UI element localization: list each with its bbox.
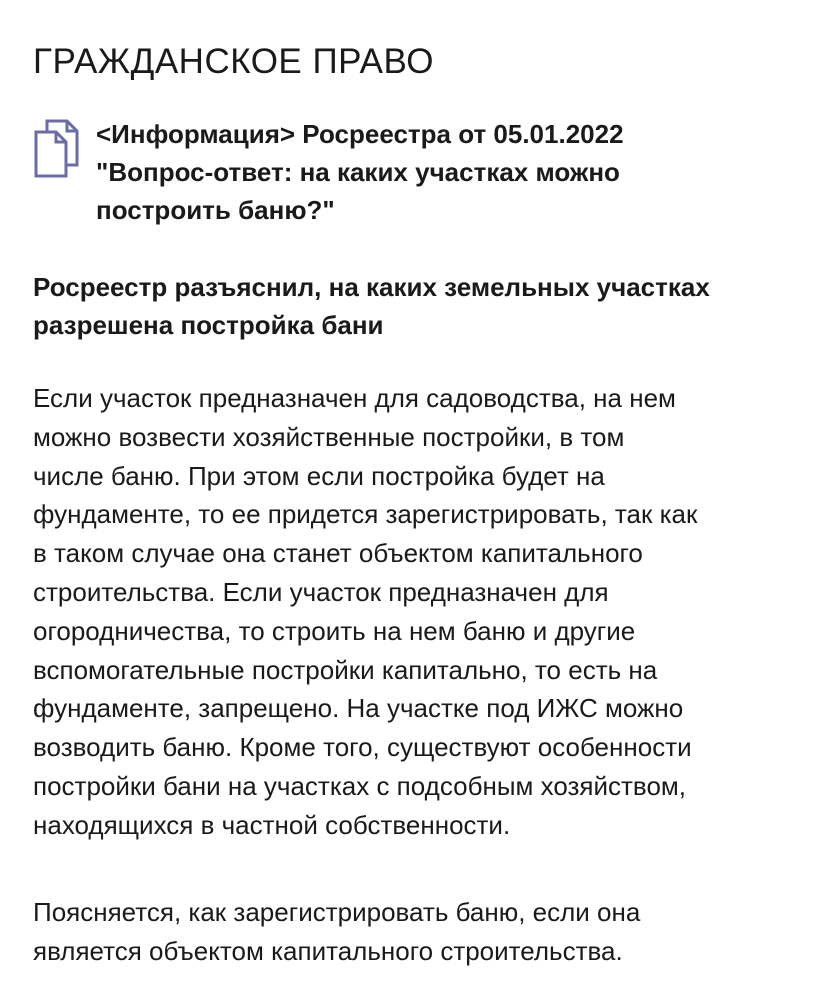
body-paragraph-2 [33, 893, 803, 971]
section-title: ГРАЖДАНСКОЕ ПРАВО [33, 42, 434, 81]
paragraph-1-line: можно возвести хозяйственные постройки, в том [33, 421, 625, 452]
body-paragraph-1 [33, 379, 803, 845]
headline-line-2: разрешена постройка бани [33, 310, 384, 340]
paragraph-1-line: огородничества, то строить на нем баню и другие [33, 615, 636, 646]
document-link-line-3[interactable]: построить баню?" [96, 195, 335, 225]
paragraph-1-line: строительства. Если участок предназначен для [33, 576, 609, 607]
paragraph-2-line: является объектом капитального строительства. [33, 935, 623, 966]
paragraph-1-line: в таком случае она станет объектом капитального [33, 538, 643, 569]
paragraph-1-line: Если участок предназначен для садоводства, на нем [33, 383, 676, 413]
paragraph-1-line: находящихся в частной собственности. [33, 809, 511, 840]
paragraph-1-line: фундаменте, то ее придется зарегистрировать, так как [33, 499, 698, 530]
paragraph-1-line: числе баню. При этом если постройка будет на [33, 460, 605, 491]
paragraph-2-line: Поясняется, как зарегистрировать баню, если она [33, 897, 641, 927]
paragraph-1-line: вспомогательные постройки капитально, то есть на [33, 654, 658, 685]
article-headline [33, 268, 793, 344]
headline-line-1: Росреестр разъяснил, на каких земельных участках [33, 272, 710, 302]
document-link-line-1[interactable]: <Информация> Росреестра от 05.01.2022 [96, 119, 624, 149]
document-link[interactable] [96, 115, 776, 229]
paragraph-1-line: фундаменте, запрещено. На участке под ИЖС можно [33, 693, 684, 724]
document-copies-icon[interactable] [33, 119, 85, 179]
document-link-line-2[interactable]: "Вопрос-ответ: на каких участках можно [96, 157, 620, 187]
paragraph-1-line: постройки бани на участках с подсобным хозяйством, [33, 770, 686, 801]
paragraph-1-line: возводить баню. Кроме того, существуют особенности [33, 732, 692, 763]
